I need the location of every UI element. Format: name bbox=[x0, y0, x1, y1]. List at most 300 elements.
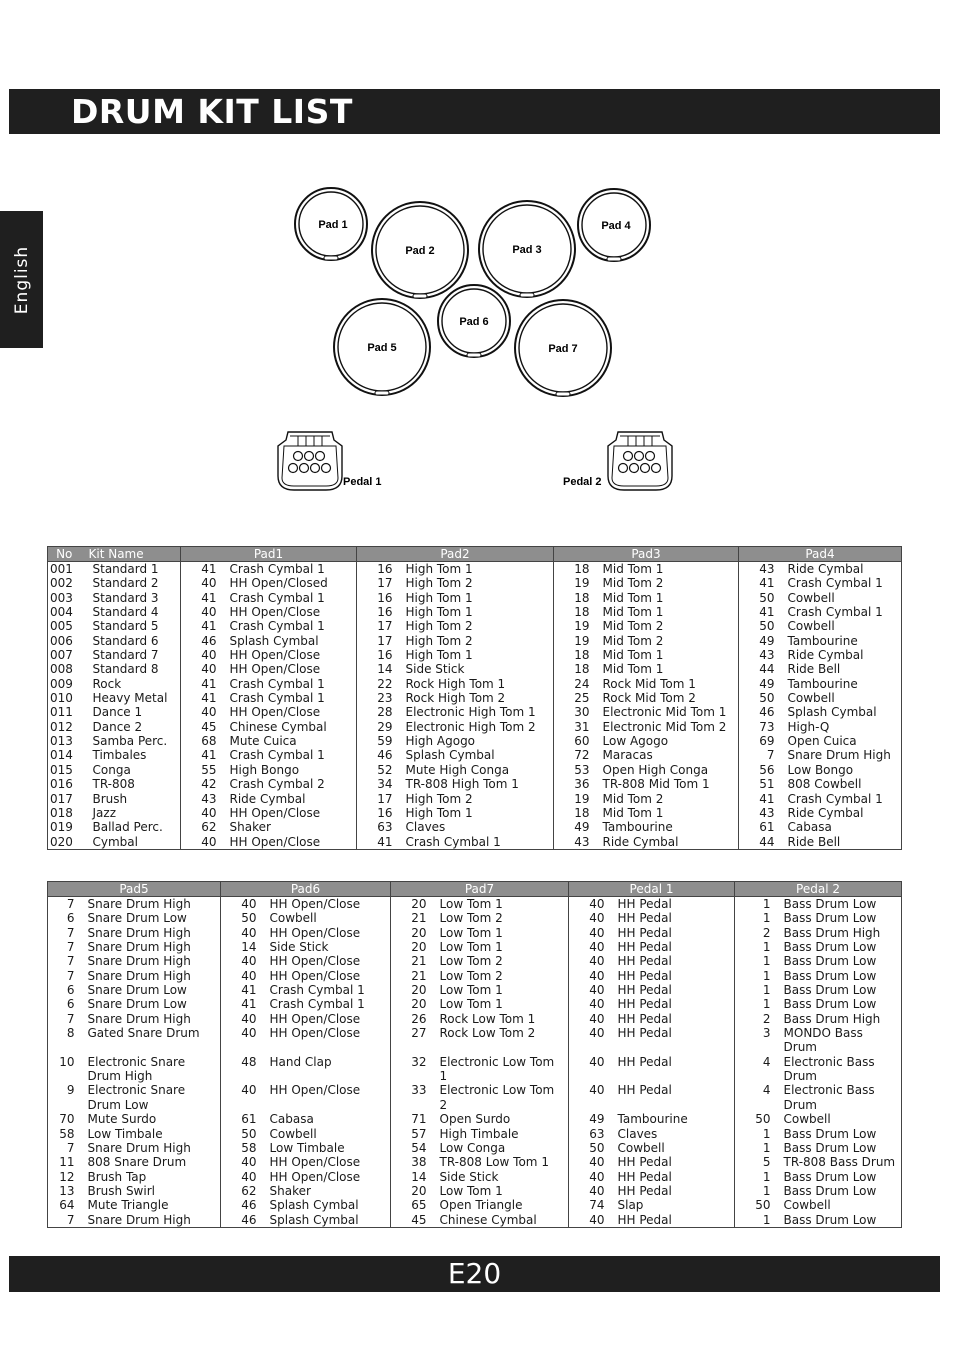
table2-header-row bbox=[48, 882, 902, 897]
table-cell: Snare Drum High bbox=[87, 897, 191, 911]
table-cell: 22 bbox=[357, 677, 403, 691]
table-cell: HH Pedal bbox=[617, 1212, 672, 1227]
table-cell: Ride Bell bbox=[787, 662, 841, 677]
table-cell: Low Bongo bbox=[787, 762, 854, 777]
table-cell: 20 bbox=[391, 897, 437, 912]
table-cell: 19 bbox=[554, 576, 600, 590]
table-cell: Mid Tom 2 bbox=[602, 576, 664, 591]
pad-3-label: Pad 3 bbox=[512, 244, 542, 256]
table-cell: HH Pedal bbox=[617, 1183, 672, 1198]
table-row bbox=[48, 835, 902, 850]
table-cell: 41 bbox=[739, 576, 785, 590]
table-cell: 49 bbox=[739, 634, 785, 648]
table-cell: Hand Clap bbox=[269, 1054, 332, 1069]
table-cell: Low Tom 1 bbox=[439, 983, 503, 998]
table-row bbox=[48, 954, 902, 968]
table-cell: 41 bbox=[221, 983, 267, 997]
pedal-2-icon bbox=[563, 432, 672, 490]
table-cell: 20 bbox=[391, 983, 437, 997]
table-cell: 40 bbox=[181, 705, 227, 719]
table-cell: HH Pedal bbox=[617, 897, 672, 911]
table-cell: 1 bbox=[735, 911, 781, 925]
table-row bbox=[48, 677, 902, 691]
table-cell: 40 bbox=[221, 1012, 267, 1026]
table-cell: 34 bbox=[357, 777, 403, 791]
table-cell: 65 bbox=[391, 1198, 437, 1212]
table-cell: Low Conga bbox=[439, 1140, 506, 1155]
table-cell: 38 bbox=[391, 1155, 437, 1169]
table-cell: Bass Drum Low bbox=[783, 1212, 877, 1227]
table-cell: 40 bbox=[181, 835, 227, 850]
table-cell: 3 bbox=[735, 1026, 781, 1055]
table-cell: HH Pedal bbox=[617, 1026, 672, 1041]
table-cell: MONDO Bass Drum bbox=[783, 1026, 863, 1055]
table-cell: 013 bbox=[50, 734, 73, 749]
table-cell: Splash Cymbal bbox=[405, 748, 495, 763]
table-cell: Snare Drum High bbox=[787, 748, 891, 763]
table-row bbox=[48, 634, 902, 648]
table-cell: 1 bbox=[735, 954, 781, 968]
table-cell: Ride Cymbal bbox=[787, 648, 864, 663]
table-row bbox=[48, 648, 902, 662]
table-cell: HH Open/Close bbox=[269, 897, 361, 911]
table-cell: 18 bbox=[554, 648, 600, 662]
table-cell: 40 bbox=[181, 576, 227, 590]
table-cell: 808 Snare Drum bbox=[87, 1155, 187, 1170]
table-cell: 008 bbox=[50, 662, 73, 677]
table-cell: Splash Cymbal bbox=[269, 1212, 359, 1227]
table-cell: 60 bbox=[554, 734, 600, 748]
page-title: DRUM KIT LIST bbox=[71, 92, 353, 131]
table-row bbox=[48, 926, 902, 940]
pad-1-label: Pad 1 bbox=[318, 219, 348, 231]
table-cell: Snare Drum Low bbox=[87, 983, 187, 998]
table-cell: HH Open/Close bbox=[229, 834, 321, 849]
table-cell: Cowbell bbox=[787, 691, 835, 706]
table-row bbox=[48, 662, 902, 676]
table-row bbox=[48, 969, 902, 983]
table-cell: 40 bbox=[221, 1170, 267, 1184]
table-cell: 7 bbox=[66, 954, 75, 969]
table-cell: 33 bbox=[391, 1083, 437, 1112]
table-cell: 46 bbox=[221, 1213, 267, 1228]
table-cell: HH Open/Close bbox=[229, 605, 321, 620]
header-pad6: Pad6 bbox=[221, 882, 391, 897]
table-cell: Electronic High Tom 2 bbox=[405, 719, 536, 734]
table-cell: 57 bbox=[391, 1127, 437, 1141]
table-cell: 18 bbox=[554, 662, 600, 676]
table-cell: 55 bbox=[181, 763, 227, 777]
table-row bbox=[48, 1198, 902, 1212]
table-cell: 7 bbox=[66, 940, 75, 955]
table-cell: HH Open/Close bbox=[269, 954, 361, 969]
table-cell: Bass Drum Low bbox=[783, 968, 877, 983]
table-cell: 40 bbox=[221, 969, 267, 983]
table-cell: Bass Drum Low bbox=[783, 940, 877, 955]
table-cell: 44 bbox=[739, 662, 785, 676]
table-cell: HH Pedal bbox=[617, 1054, 672, 1069]
table-row bbox=[48, 1083, 902, 1112]
table-cell: 40 bbox=[221, 897, 267, 912]
table-cell: 1 bbox=[735, 1170, 781, 1184]
table-cell: 46 bbox=[221, 1198, 267, 1212]
table-cell: Mid Tom 1 bbox=[602, 605, 664, 620]
table-cell: Standard 1 bbox=[92, 562, 159, 576]
table-cell: 72 bbox=[554, 748, 600, 762]
table-cell: 7 bbox=[66, 968, 75, 983]
table-cell: 7 bbox=[66, 897, 75, 911]
table-cell: 7 bbox=[66, 1140, 75, 1155]
table-cell: Rock Low Tom 1 bbox=[439, 1011, 536, 1026]
table-cell: High Tom 1 bbox=[405, 805, 473, 820]
table-cell: Crash Cymbal 1 bbox=[787, 791, 883, 806]
table-cell: 49 bbox=[554, 820, 600, 834]
table-row bbox=[48, 997, 902, 1011]
table-cell: 17 bbox=[357, 792, 403, 806]
table-cell: 007 bbox=[50, 648, 73, 663]
table-cell: Rock Mid Tom 2 bbox=[602, 691, 696, 706]
table-cell: Bass Drum High bbox=[783, 925, 881, 940]
table-cell: 40 bbox=[221, 954, 267, 968]
table-cell: Mid Tom 1 bbox=[602, 662, 664, 677]
table-cell: 6 bbox=[66, 911, 75, 926]
table-cell: Bass Drum Low bbox=[783, 911, 877, 926]
table-cell: 46 bbox=[357, 748, 403, 762]
table-cell: 40 bbox=[569, 969, 615, 983]
table-cell: 4 bbox=[735, 1055, 781, 1084]
table-cell: Tambourine bbox=[787, 676, 858, 691]
table-cell: 25 bbox=[554, 691, 600, 705]
table-cell: 58 bbox=[221, 1141, 267, 1155]
table-cell: Low Tom 1 bbox=[439, 1183, 503, 1198]
table-cell: 21 bbox=[391, 911, 437, 925]
table-cell: Maracas bbox=[602, 748, 653, 763]
table-cell: 41 bbox=[181, 691, 227, 705]
table-cell: 40 bbox=[569, 1184, 615, 1198]
table-cell: Snare Drum High bbox=[87, 940, 191, 955]
table-cell: 64 bbox=[59, 1198, 75, 1213]
table-row bbox=[48, 562, 902, 577]
table-cell: 40 bbox=[569, 926, 615, 940]
table-cell: 6 bbox=[66, 997, 75, 1012]
table-cell: 54 bbox=[391, 1141, 437, 1155]
table-cell: Crash Cymbal 1 bbox=[269, 997, 365, 1012]
table-row bbox=[48, 1012, 902, 1026]
table-row bbox=[48, 705, 902, 719]
table-cell: Mid Tom 1 bbox=[602, 562, 664, 576]
table-cell: HH Pedal bbox=[617, 911, 672, 926]
table-cell: 17 bbox=[357, 634, 403, 648]
table-cell: 29 bbox=[357, 720, 403, 734]
table-cell: 20 bbox=[391, 926, 437, 940]
table-cell: HH Pedal bbox=[617, 940, 672, 955]
table-cell: Snare Drum High bbox=[87, 1140, 191, 1155]
table-cell: 56 bbox=[739, 763, 785, 777]
table-cell: Dance 1 bbox=[92, 705, 143, 720]
table-cell: HH Pedal bbox=[617, 1083, 672, 1098]
table-cell: Timbales bbox=[92, 748, 147, 763]
table-cell: Mid Tom 1 bbox=[602, 648, 664, 663]
table-cell: Side Stick bbox=[439, 1169, 499, 1184]
table-cell: 43 bbox=[739, 648, 785, 662]
table-cell: 1 bbox=[735, 940, 781, 954]
table-cell: 1 bbox=[735, 1141, 781, 1155]
table-cell: 7 bbox=[66, 1212, 75, 1227]
table-cell: Side Stick bbox=[269, 940, 329, 955]
table-cell: High Tom 1 bbox=[405, 605, 473, 620]
table-cell: 59 bbox=[357, 734, 403, 748]
table-cell: High Bongo bbox=[229, 762, 300, 777]
table-cell: Mute High Conga bbox=[405, 762, 510, 777]
table-cell: 003 bbox=[50, 590, 73, 605]
table-cell: 23 bbox=[357, 691, 403, 705]
table-cell: Snare Drum Low bbox=[87, 997, 187, 1012]
table1-header-row bbox=[48, 547, 902, 562]
table-cell: 018 bbox=[50, 805, 73, 820]
table-cell: 1 bbox=[735, 1184, 781, 1198]
table-cell: HH Open/Close bbox=[229, 662, 321, 677]
pedal-1-icon bbox=[278, 432, 382, 490]
table-cell: 6 bbox=[66, 983, 75, 998]
table-cell: 10 bbox=[59, 1054, 75, 1069]
table-cell: High Tom 1 bbox=[405, 590, 473, 605]
table-cell: 7 bbox=[66, 925, 75, 940]
table-cell: 18 bbox=[554, 591, 600, 605]
drum-kit-diagram bbox=[0, 0, 954, 540]
table-cell: 004 bbox=[50, 605, 73, 620]
table-cell: HH Open/Close bbox=[229, 805, 321, 820]
table-cell: 40 bbox=[569, 1012, 615, 1026]
footer-bar bbox=[9, 1256, 940, 1292]
table-cell: 28 bbox=[357, 705, 403, 719]
table-cell: 62 bbox=[221, 1184, 267, 1198]
table-cell: Mid Tom 2 bbox=[602, 619, 664, 634]
table-cell: 50 bbox=[739, 619, 785, 633]
table-cell: 17 bbox=[357, 576, 403, 590]
table-row bbox=[48, 983, 902, 997]
table-cell: HH Pedal bbox=[617, 954, 672, 969]
table-cell: Crash Cymbal 1 bbox=[229, 619, 325, 634]
table-cell: Electronic Mid Tom 2 bbox=[602, 719, 727, 734]
table-row bbox=[48, 792, 902, 806]
table-cell: Tambourine bbox=[617, 1112, 688, 1127]
table-cell: 43 bbox=[739, 806, 785, 820]
table-cell: 808 Cowbell bbox=[787, 777, 862, 792]
table-cell: Bass Drum Low bbox=[783, 997, 877, 1012]
table-cell: Bass Drum Low bbox=[783, 897, 877, 911]
table-row bbox=[48, 734, 902, 748]
table-cell: 40 bbox=[221, 926, 267, 940]
header-pad2: Pad2 bbox=[357, 547, 554, 562]
table-cell: 30 bbox=[554, 705, 600, 719]
table-cell: 41 bbox=[221, 997, 267, 1011]
table-cell: 16 bbox=[357, 591, 403, 605]
table-row bbox=[48, 1055, 902, 1084]
table-cell: Claves bbox=[405, 820, 446, 835]
table-cell: 7 bbox=[739, 748, 785, 762]
table-cell: 46 bbox=[739, 705, 785, 719]
table-cell: 8 bbox=[66, 1026, 75, 1041]
table-cell: High-Q bbox=[787, 719, 830, 734]
table-cell: Snare Drum Low bbox=[87, 911, 187, 926]
table-cell: Rock High Tom 1 bbox=[405, 676, 506, 691]
table-cell: HH Open/Close bbox=[269, 968, 361, 983]
table-cell: 010 bbox=[50, 691, 73, 706]
table-cell: Low Tom 1 bbox=[439, 897, 503, 911]
table-cell: Cowbell bbox=[269, 911, 317, 926]
table-cell: Bass Drum Low bbox=[783, 1169, 877, 1184]
table-cell: 18 bbox=[554, 605, 600, 619]
table-cell: Cowbell bbox=[783, 1112, 831, 1127]
table-cell: Open Triangle bbox=[439, 1198, 523, 1213]
table-cell: 16 bbox=[357, 806, 403, 820]
table-cell: 41 bbox=[357, 835, 403, 850]
table-cell: 41 bbox=[181, 591, 227, 605]
table-row bbox=[48, 1112, 902, 1126]
table-cell: Ride Cymbal bbox=[229, 791, 306, 806]
table-cell: HH Open/Close bbox=[229, 705, 321, 720]
table-cell: HH Open/Close bbox=[269, 1155, 361, 1170]
table-row bbox=[48, 806, 902, 820]
table-cell: Chinese Cymbal bbox=[439, 1212, 537, 1227]
table-cell: Cowbell bbox=[783, 1198, 831, 1213]
table-cell: Bass Drum High bbox=[783, 1011, 881, 1026]
table-cell: Cabasa bbox=[787, 820, 832, 835]
table-cell: Crash Cymbal 2 bbox=[229, 777, 325, 792]
table-cell: 43 bbox=[181, 792, 227, 806]
table-cell: Ballad Perc. bbox=[92, 820, 163, 835]
table-cell: Electronic Mid Tom 1 bbox=[602, 705, 727, 720]
table-cell: Crash Cymbal 1 bbox=[229, 691, 325, 706]
table-cell: 40 bbox=[569, 954, 615, 968]
pad-2-label: Pad 2 bbox=[405, 245, 435, 257]
table-cell: 70 bbox=[59, 1112, 75, 1127]
table-cell: Mid Tom 2 bbox=[602, 791, 664, 806]
table-row bbox=[48, 1170, 902, 1184]
table-cell: 1 bbox=[735, 969, 781, 983]
table-cell: TR-808 Bass Drum bbox=[783, 1155, 896, 1170]
table-cell: 36 bbox=[554, 777, 600, 791]
table-row bbox=[48, 576, 902, 590]
table-cell: Slap bbox=[617, 1198, 644, 1213]
table-cell: Low Tom 2 bbox=[439, 968, 503, 983]
table-cell: 74 bbox=[569, 1198, 615, 1212]
pedal-2-label: Pedal 2 bbox=[563, 476, 602, 488]
table-cell: 45 bbox=[181, 720, 227, 734]
table-cell: Snare Drum High bbox=[87, 925, 191, 940]
table-cell: 015 bbox=[50, 762, 73, 777]
table-cell: High Agogo bbox=[405, 734, 476, 749]
table-cell: Cowbell bbox=[787, 590, 835, 605]
table-cell: HH Pedal bbox=[617, 1155, 672, 1170]
table-row bbox=[48, 619, 902, 633]
table-cell: 40 bbox=[569, 1170, 615, 1184]
table-cell: Standard 2 bbox=[92, 576, 159, 591]
table-cell: Dance 2 bbox=[92, 719, 143, 734]
table-cell: 24 bbox=[554, 677, 600, 691]
table-cell: 4 bbox=[735, 1083, 781, 1112]
table-cell: High Tom 2 bbox=[405, 619, 473, 634]
table-cell: 50 bbox=[221, 1127, 267, 1141]
table-row bbox=[48, 605, 902, 619]
table-row bbox=[48, 1155, 902, 1169]
table-cell: 18 bbox=[554, 562, 600, 577]
table-cell: 18 bbox=[554, 806, 600, 820]
table-cell: 009 bbox=[50, 676, 73, 691]
table-cell: 14 bbox=[221, 940, 267, 954]
pad-4-label: Pad 4 bbox=[601, 220, 631, 232]
table-cell: 020 bbox=[50, 834, 73, 849]
table-cell: Rock Mid Tom 1 bbox=[602, 676, 696, 691]
table-cell: 40 bbox=[569, 940, 615, 954]
table-cell: Crash Cymbal 1 bbox=[229, 748, 325, 763]
header-kit-name: Kit Name bbox=[81, 547, 181, 562]
table-cell: Standard 5 bbox=[92, 619, 159, 634]
table-cell: 19 bbox=[554, 792, 600, 806]
table-row bbox=[48, 1026, 902, 1055]
table-cell: Splash Cymbal bbox=[229, 633, 319, 648]
table-cell: Electronic Low Tom 2 bbox=[439, 1083, 555, 1112]
table-cell: HH Open/Close bbox=[269, 925, 361, 940]
table-cell: 41 bbox=[181, 562, 227, 577]
pad-7-label: Pad 7 bbox=[548, 343, 578, 355]
table-cell: 61 bbox=[739, 820, 785, 834]
table-cell: 32 bbox=[391, 1055, 437, 1084]
table-cell: Brush Tap bbox=[87, 1169, 147, 1184]
table-row bbox=[48, 1184, 902, 1198]
table-cell: HH Pedal bbox=[617, 1169, 672, 1184]
table-cell: Low Timbale bbox=[269, 1140, 345, 1155]
table-cell: TR-808 bbox=[92, 777, 135, 792]
table-cell: 40 bbox=[569, 997, 615, 1011]
table-cell: 40 bbox=[221, 1026, 267, 1055]
table-cell: Mid Tom 1 bbox=[602, 590, 664, 605]
table-cell: 16 bbox=[357, 605, 403, 619]
table-cell: 40 bbox=[569, 983, 615, 997]
table-cell: Chinese Cymbal bbox=[229, 719, 327, 734]
table-cell: 40 bbox=[569, 1213, 615, 1228]
table-cell: High Tom 2 bbox=[405, 791, 473, 806]
table-cell: HH Open/Close bbox=[269, 1026, 361, 1041]
table-cell: Low Tom 1 bbox=[439, 997, 503, 1012]
table-cell: High Tom 2 bbox=[405, 633, 473, 648]
table-cell: 26 bbox=[391, 1012, 437, 1026]
table-cell: Rock High Tom 2 bbox=[405, 691, 506, 706]
header-pad5: Pad5 bbox=[48, 882, 221, 897]
table-cell: 20 bbox=[391, 1184, 437, 1198]
kit-list-table-pads-5-pedals bbox=[47, 881, 902, 1228]
table-cell: HH Pedal bbox=[617, 983, 672, 998]
table-row bbox=[48, 897, 902, 912]
pad-6-label: Pad 6 bbox=[459, 316, 489, 328]
table-cell: Rock bbox=[92, 676, 122, 691]
table-cell: 46 bbox=[181, 634, 227, 648]
pad-6-drum bbox=[438, 285, 510, 357]
table-cell: Mute Triangle bbox=[87, 1198, 169, 1213]
table-cell: Crash Cymbal 1 bbox=[787, 605, 883, 620]
table-row bbox=[48, 777, 902, 791]
table-cell: 11 bbox=[59, 1155, 75, 1170]
table-cell: High Tom 1 bbox=[405, 562, 473, 576]
table-cell: Ride Cymbal bbox=[787, 805, 864, 820]
table-cell: 20 bbox=[391, 940, 437, 954]
table-row bbox=[48, 748, 902, 762]
table-cell: 50 bbox=[735, 1198, 781, 1212]
pad-5-drum bbox=[334, 299, 430, 395]
table-cell: 58 bbox=[59, 1126, 75, 1141]
table-cell: Splash Cymbal bbox=[269, 1198, 359, 1213]
table-cell: Snare Drum High bbox=[87, 1011, 191, 1026]
